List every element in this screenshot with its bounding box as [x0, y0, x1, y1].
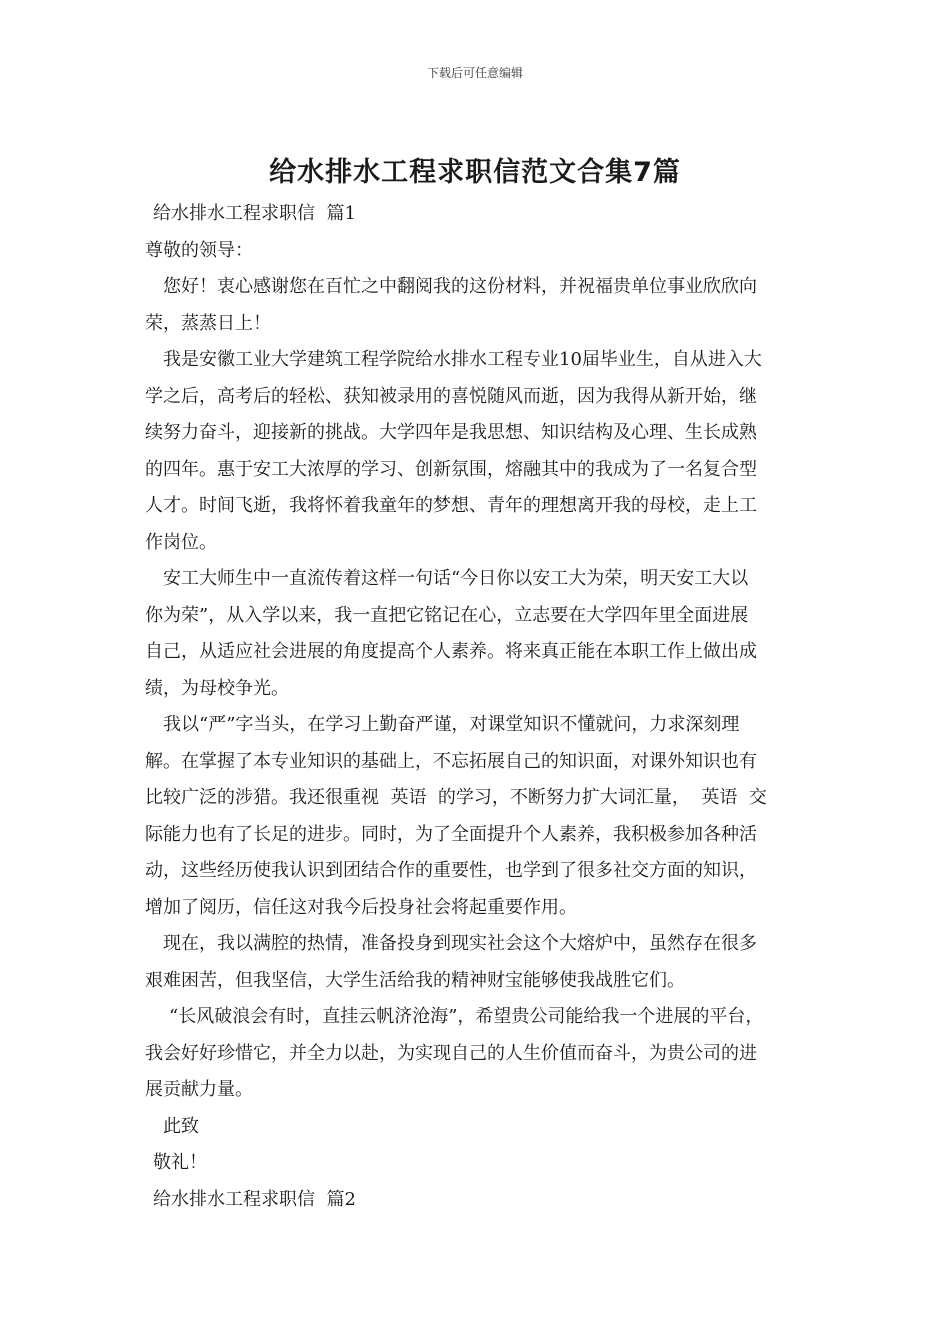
paragraph-line: 增加了阅历，信任这对我今后投身社会将起重要作用。 — [145, 896, 577, 918]
paragraph-line: 我会好好珍惜它，并全力以赴，为实现自己的人生价值而奋斗，为贵公司的进 — [145, 1042, 757, 1064]
paragraph-line: 人才。时间飞逝，我将怀着我童年的梦想、青年的理想离开我的母校，走上工 — [145, 495, 757, 516]
paragraph-line: 解。在掌握了本专业知识的基础上，不忘拓展自己的知识面，对课外知识也有 — [145, 750, 757, 772]
paragraph-line: 绩，为母校争光。 — [145, 677, 289, 699]
closing-line: 敬礼！ — [153, 1152, 207, 1173]
section-heading-2: 给水排水工程求职信 篇2 — [153, 1188, 356, 1210]
paragraph-line: 动，这些经历使我认识到团结合作的重要性，也学到了很多社交方面的知识， — [145, 860, 757, 881]
paragraph-line: 自己，从适应社会进展的角度提高个人素养。将来真正能在本职工作上做出成 — [145, 641, 757, 662]
paragraph-line: 我是安徽工业大学建筑工程学院给水排水工程专业10届毕业生，自从进入大 — [163, 349, 762, 370]
paragraph-line: 安工大师生中一直流传着这样一句话“今日你以安工大为荣，明天安工大以 — [163, 568, 749, 589]
salutation: 尊敬的领导： — [145, 239, 253, 261]
paragraph-line: 展贡献力量。 — [145, 1079, 253, 1100]
document-body — [145, 196, 825, 1218]
paragraph-line: 艰难困苦，但我坚信，大学生活给我的精神财宝能够使我战胜它们。 — [145, 969, 685, 991]
paragraph-line: “长风破浪会有时，直挂云帆济沧海”，希望贵公司能给我一个进展的平台， — [169, 1006, 764, 1027]
closing-line: 此致 — [163, 1115, 199, 1137]
section-heading-1: 给水排水工程求职信 篇1 — [153, 203, 356, 224]
paragraph-line: 您好！衷心感谢您在百忙之中翻阅我的这份材料，并祝福贵单位事业欣欣向 — [163, 276, 757, 297]
paragraph-line: 比较广泛的涉猎。我还很重视 英语 的学习，不断努力扩大词汇量， 英语 交 — [145, 787, 767, 808]
download-editable-note: 下载后可任意编辑 — [426, 66, 523, 80]
paragraph-line: 的四年。惠于安工大浓厚的学习、创新氛围，熔融其中的我成为了一名复合型 — [145, 458, 757, 480]
paragraph-line: 荣，蒸蒸日上！ — [145, 312, 271, 334]
paragraph-line: 际能力也有了长足的进步。同时，为了全面提升个人素养，我积极参加各种活 — [145, 823, 757, 845]
document-title: 给水排水工程求职信范文合集7篇 — [269, 157, 681, 188]
paragraph-line: 现在，我以满腔的热情，准备投身到现实社会这个大熔炉中，虽然存在很多 — [163, 933, 757, 954]
paragraph-line: 作岗位。 — [145, 531, 217, 553]
paragraph-line: 你为荣”，从入学以来，我一直把它铭记在心，立志要在大学四年里全面进展 — [145, 604, 749, 626]
paragraph-line: 学之后，高考后的轻松、获知被录用的喜悦随风而逝，因为我得从新开始，继 — [145, 385, 757, 407]
paragraph-line: 续努力奋斗，迎接新的挑战。大学四年是我思想、知识结构及心理、生长成熟 — [145, 422, 757, 443]
paragraph-line: 我以“严”字当头，在学习上勤奋严谨，对课堂知识不懂就问，力求深刻理 — [163, 714, 740, 735]
